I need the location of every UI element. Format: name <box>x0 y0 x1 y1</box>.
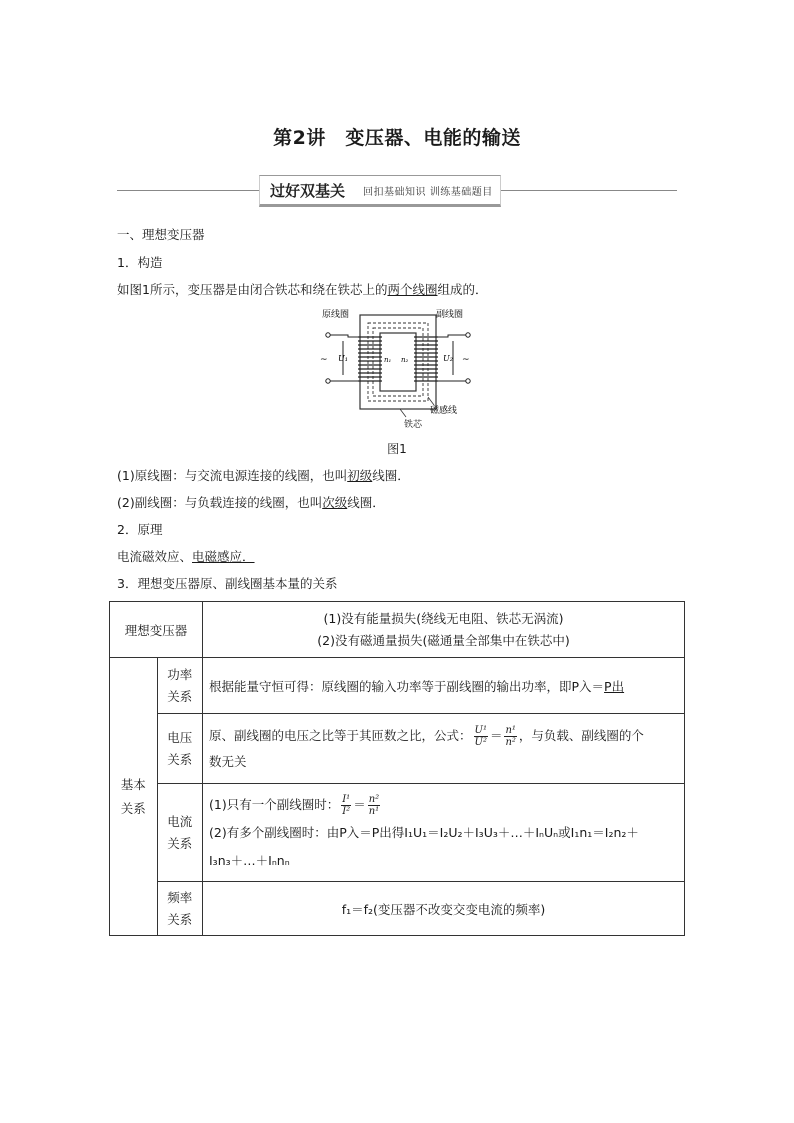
terminal-icon <box>466 379 470 383</box>
text-span: 如图1所示，变压器是由闭合铁芯和绕在铁芯上的 <box>117 282 388 297</box>
table-cell-power-head: 功率 关系 <box>157 658 203 714</box>
text-span: 根据能量守恒可得：原线圈的输入功率等于副线圈的输出功率，即P入＝ <box>209 678 605 694</box>
text-span: (1)只有一个副线圈时： <box>209 796 340 812</box>
label-n1: n₁ <box>384 356 392 364</box>
banner-box <box>259 175 501 207</box>
table-cell-current-head: 电流 关系 <box>157 784 203 882</box>
fraction <box>368 794 380 817</box>
text-span: (1)原线圈：与交流电源连接的线圈，也叫 <box>117 468 348 483</box>
blank-answer: P出 <box>604 678 625 694</box>
fraction-den: U² <box>474 736 487 748</box>
table-row <box>110 882 685 936</box>
fraction-num: I¹ <box>342 793 351 805</box>
current-line-1 <box>209 791 678 819</box>
structure-paragraph <box>117 281 488 299</box>
subsection-relations: 3．理想变压器原、副线圈基本量的关系 <box>117 576 338 591</box>
text-span: 线圈． <box>372 468 410 483</box>
flux-pointer <box>428 397 434 405</box>
section-heading: 一、理想变压器 <box>117 227 205 242</box>
table-cell-power <box>203 658 685 714</box>
principle-paragraph <box>117 548 255 566</box>
text-span: 原、副线圈的电压之比等于其匝数之比，公式： <box>209 727 472 743</box>
table-row <box>110 714 685 784</box>
fraction-num: n¹ <box>505 724 516 736</box>
fraction-den: I² <box>342 805 351 817</box>
table-row <box>110 784 685 882</box>
label-flux: 磁感线 <box>430 406 458 416</box>
terminal-icon <box>326 379 330 383</box>
section-banner <box>117 175 677 207</box>
text-span: 电流磁效应、 <box>117 549 193 564</box>
fraction <box>504 725 516 748</box>
blank-answer: 电磁感应． <box>192 549 255 564</box>
assumption-1: (1)没有能量损失(绕线无电阻、铁芯无涡流) <box>323 610 564 626</box>
banner-left-rule <box>117 190 259 191</box>
secondary-coil <box>414 337 438 381</box>
table-cell-header: 理想变压器 <box>110 602 203 658</box>
text-span: 线圈． <box>347 495 385 510</box>
text-span: ＝ <box>353 796 366 812</box>
blank-answer: 次级 <box>322 495 348 510</box>
text-span: 数无关 <box>209 753 247 769</box>
table-cell-voltage-head: 电压 关系 <box>157 714 203 784</box>
fraction <box>341 794 351 817</box>
secondary-coil-definition <box>117 494 385 512</box>
table-cell-assumptions <box>203 602 685 658</box>
table-cell-group: 基本 关系 <box>110 658 158 936</box>
page-title: 第2讲 变压器、电能的输送 <box>273 127 521 149</box>
blank-answer: 两个线圈 <box>387 282 438 297</box>
table-cell-voltage <box>203 714 685 784</box>
banner-sub-label: 回扣基础知识 训练基础题目 <box>363 186 493 198</box>
label-core: 铁芯 <box>404 420 423 430</box>
label-primary: 原线圈 <box>322 310 350 320</box>
text-span: (2)副线圈：与负载连接的线圈，也叫 <box>117 495 323 510</box>
banner-main-label: 过好双基关 <box>270 181 346 200</box>
current-line-2: (2)有多个副线圈时：由P入＝P出得I₁U₁＝I₂U₂＋I₃U₃＋…＋IₙUₙ或I₁n₁＝I₂n₂＋ <box>209 824 639 840</box>
terminal-icon <box>326 333 330 337</box>
table-row <box>110 658 685 714</box>
table-cell-frequency-head: 频率 关系 <box>157 882 203 936</box>
text-span: ＝ <box>489 727 503 743</box>
subsection-structure: 1．构造 <box>117 255 163 270</box>
label-n2: n₂ <box>401 356 409 364</box>
relations-table <box>109 601 685 936</box>
table-cell-frequency: f₁＝f₂(变压器不改变交变电流的频率) <box>203 882 685 936</box>
fraction <box>474 725 488 748</box>
current-line-3: I₃n₃＋…＋Iₙnₙ <box>209 852 290 868</box>
text-span: 组成的． <box>437 282 488 297</box>
label-u2: U₂ <box>443 354 453 363</box>
banner-right-rule <box>499 190 677 191</box>
fraction-den: n¹ <box>368 805 380 817</box>
blank-answer: 初级 <box>347 468 373 483</box>
fraction-num: U¹ <box>474 724 487 736</box>
transformer-figure <box>318 305 478 435</box>
fraction-num: n² <box>368 793 380 805</box>
assumption-2: (2)没有磁通量损失(磁通量全部集中在铁芯中) <box>317 632 570 648</box>
flux-line-outer <box>368 323 428 401</box>
terminal-icon <box>466 333 470 337</box>
text-span: ，与负载、副线圈的个 <box>518 727 644 743</box>
label-secondary: 副线圈 <box>436 310 464 320</box>
table-cell-current <box>203 784 685 882</box>
core-pointer <box>400 409 406 417</box>
ac-symbol-right: ~ <box>462 355 470 365</box>
label-u1: U₁ <box>338 354 348 363</box>
subsection-principle: 2．原理 <box>117 522 163 537</box>
table-row <box>110 602 685 658</box>
primary-coil <box>358 337 382 381</box>
figure-caption: 图1 <box>387 442 407 456</box>
primary-coil-definition <box>117 467 410 485</box>
core-outer <box>360 315 436 409</box>
ac-symbol-left: ~ <box>320 355 328 365</box>
fraction-den: n² <box>505 736 516 748</box>
